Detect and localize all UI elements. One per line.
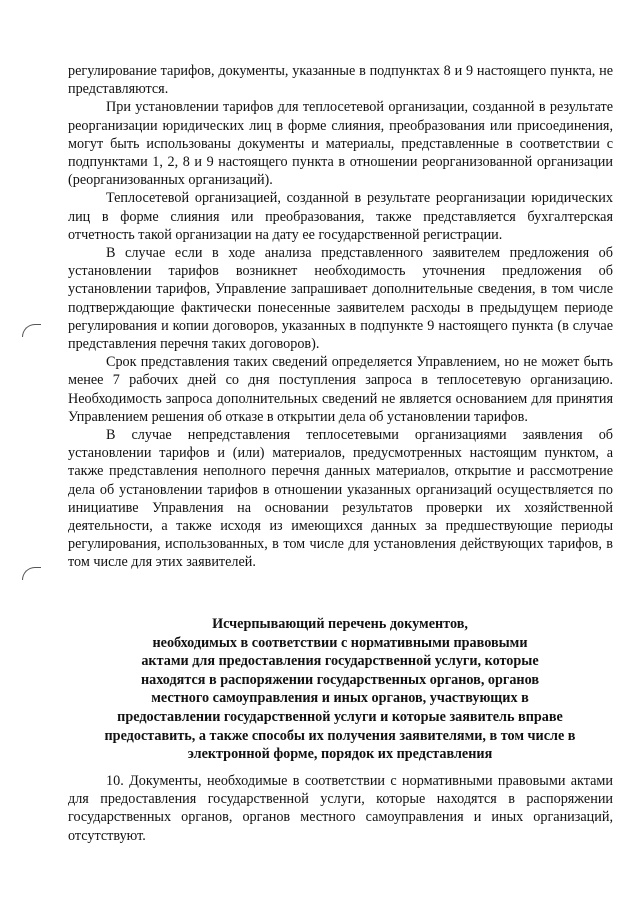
heading-line: актами для предоставления государственной услуги, которые [141, 653, 539, 670]
heading-line: предоставлении государственной услуги и которые заявитель вправе [117, 708, 563, 725]
paragraph-reorganization: При установлении тарифов для теплосетевой организации, созданной в результате реорганизации юридических лиц в форме слияния, преобразования или присоединения, могут быть использованы документы и материалы, представленные в соответствии с подпунктами 1, 2, 8 и 9 настоящего пункта в отношении реорганизованной организации (реорганизованных организаций). [68, 99, 613, 189]
paragraph-non-submission: В случае непредставления теплосетевыми организациями заявления об установлении тарифов и (или) материалов, предусмотренных настоящим пунктом, а также представления неполного перечня данных материалов, открытие и рассмотрение дела об установлении тарифов в отношении указанных организаций осуществляется по инициативе Управления на основании результатов проверки их хозяйственной деятельности, а также исходя из имеющихся данных за предшествующие периоды регулирования, использованных, в том числе для установления действующих тарифов, в том числе для этих заявителей. [68, 427, 613, 571]
body-text [68, 62, 613, 572]
paragraph-accounting: Теплосетевой организацией, созданной в результате реорганизации юридических лиц в форме слияния или преобразования, также представляется бухгалтерская отчетность такой организации на дату ее государственной регистрации. [68, 190, 613, 243]
binder-hole-mark-bottom [22, 567, 41, 580]
binder-hole-mark-top [22, 324, 41, 337]
heading-line: Исчерпывающий перечень документов, [212, 616, 468, 632]
heading-line: электронной форме, порядок их представления [187, 746, 493, 763]
paragraph-deadline: Срок представления таких сведений определяется Управлением, но не может быть менее 7 рабочих дней со дня поступления запроса в теплосетевую организацию. Необходимость запроса дополнительных сведений не является основанием для принятия Управлением решения об отказе в открытии дела об установлении тарифов. [68, 354, 613, 425]
section-heading [80, 615, 600, 764]
paragraph-item-10: 10. Документы, необходимые в соответствии с нормативными правовыми актами для предоставления государственной услуги, которые находятся в распоряжении государственных органов, органов местного самоуправления и иных организаций, отсутствуют. [68, 773, 613, 844]
heading-line: находятся в распоряжении государственных органов, органов [140, 671, 540, 688]
final-section [68, 772, 613, 845]
paragraph-additional-info: В случае если в ходе анализа представленного заявителем предложения об установлении тарифов возникнет необходимость уточнения предложения об установлении тарифов, Управление запрашивает дополнительные сведения, в том числе подтверждающие фактически понесенные заявителем расходы в предыдущем периоде регулирования и копии договоров, указанных в подпункте 9 настоящего пункта (в случае представления перечня таких договоров). [68, 245, 613, 353]
heading-line: необходимых в соответствии с нормативными правовыми [152, 634, 528, 651]
heading-line: предоставить, а также способы их получения заявителями, в том числе в [104, 727, 576, 744]
paragraph-continuation: регулирование тарифов, документы, указанные в подпунктах 8 и 9 настоящего пункта, не представляются. [68, 63, 613, 98]
heading-line: местного самоуправления и иных органов, участвующих в [151, 690, 529, 707]
